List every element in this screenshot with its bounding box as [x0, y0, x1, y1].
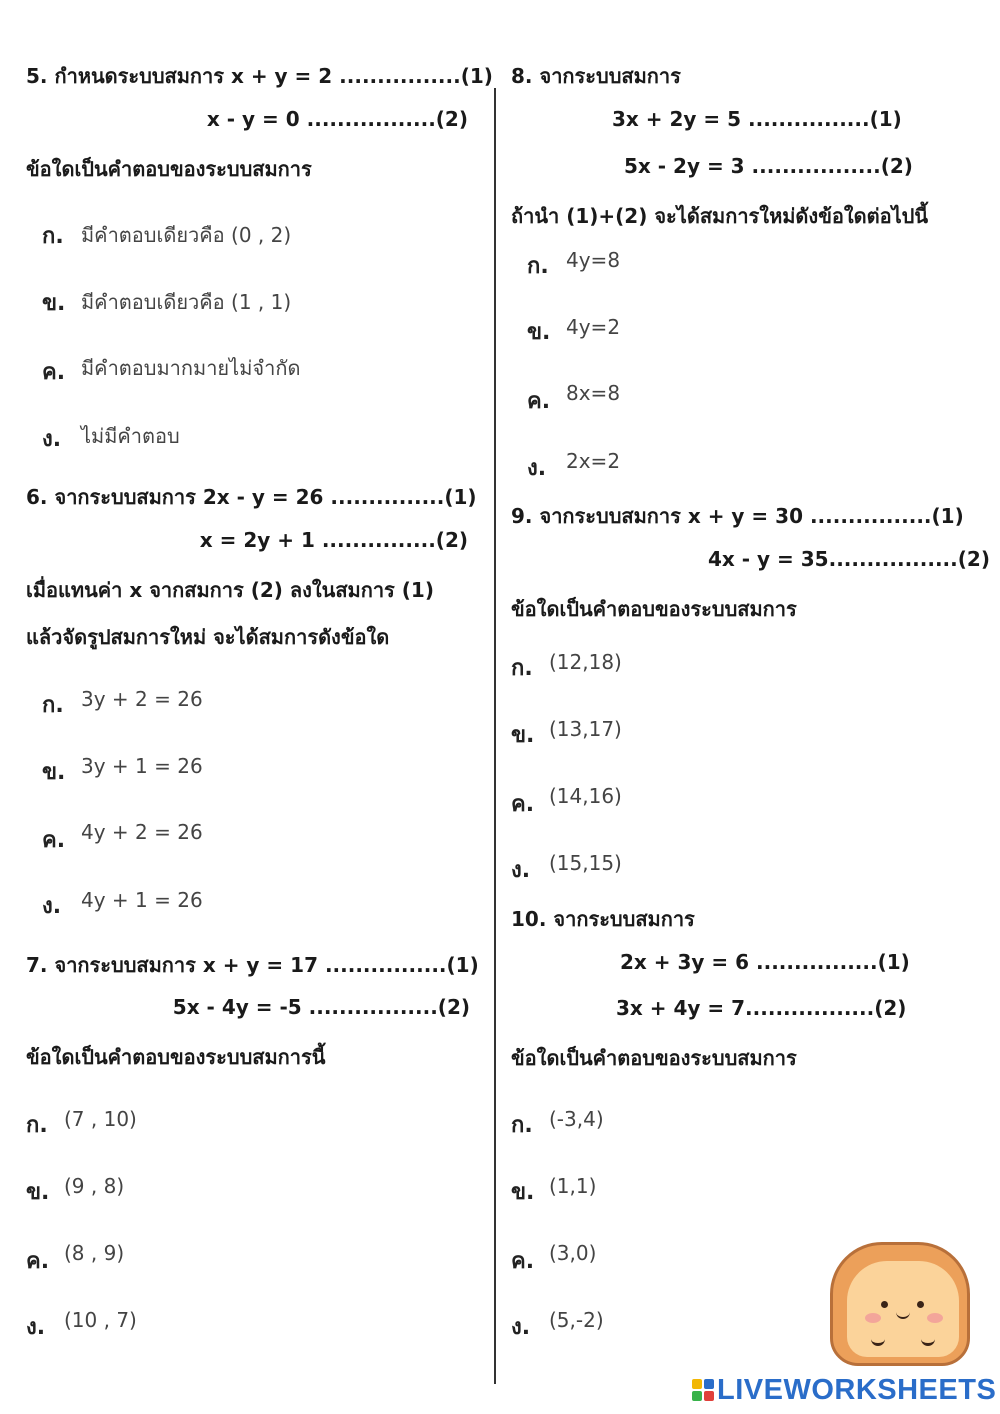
q9-option-b-label: ข. [511, 723, 535, 748]
q8-option-c-label: ค. [527, 389, 551, 414]
q8-option-a-label: ก. [527, 254, 549, 279]
q5-option-d[interactable]: ไม่มีคำตอบ [81, 424, 180, 448]
q6-option-a-label: ก. [42, 693, 64, 718]
q6-option-c[interactable]: 4y + 2 = 26 [81, 820, 203, 844]
q6-option-b-label: ข. [42, 760, 66, 785]
q10-line2: 2x + 3y = 6 ................(1) [620, 950, 910, 974]
q7-option-d-label: ง. [26, 1315, 46, 1340]
q8-option-a[interactable]: 4y=8 [566, 248, 621, 272]
q7-option-c[interactable]: (8 , 9) [64, 1241, 125, 1265]
q6-option-a[interactable]: 3y + 2 = 26 [81, 687, 203, 711]
q5-line1: 5. กำหนดระบบสมการ x + y = 2 ................(1) [26, 64, 493, 88]
q8-line1: 8. จากระบบสมการ [511, 64, 681, 88]
q9-line2: 4x - y = 35.................(2) [708, 547, 990, 571]
q7-line2: 5x - 4y = -5 .................(2) [172, 995, 470, 1019]
column-divider [494, 88, 496, 1384]
q8-line2: 3x + 2y = 5 ................(1) [612, 107, 902, 131]
q5-option-a-label: ก. [42, 224, 64, 249]
q6-option-b[interactable]: 3y + 1 = 26 [81, 754, 203, 778]
toast-mascot-icon [826, 1242, 974, 1370]
q5-option-c-label: ค. [42, 360, 66, 385]
q8-line3: 5x - 2y = 3 .................(2) [624, 154, 913, 178]
q7-option-b-label: ข. [26, 1180, 50, 1205]
q8-prompt: ถ้านำ (1)+(2) จะได้สมการใหม่ดังข้อใดต่อไปนี้ [511, 204, 929, 228]
q9-prompt: ข้อใดเป็นคำตอบของระบบสมการ [511, 597, 797, 621]
q7-option-c-label: ค. [26, 1249, 50, 1274]
liveworksheets-logo-icon [692, 1379, 714, 1401]
q7-option-d[interactable]: (10 , 7) [64, 1308, 137, 1332]
q5-option-a[interactable]: มีคำตอบเดียวคือ (0 , 2) [81, 223, 292, 247]
q10-prompt: ข้อใดเป็นคำตอบของระบบสมการ [511, 1046, 797, 1070]
q10-option-a[interactable]: (-3,4) [549, 1107, 604, 1131]
q7-line1: 7. จากระบบสมการ x + y = 17 ................(1) [26, 953, 479, 977]
q6-option-d[interactable]: 4y + 1 = 26 [81, 888, 203, 912]
q5-prompt: ข้อใดเป็นคำตอบของระบบสมการ [26, 157, 312, 181]
q9-option-a[interactable]: (12,18) [549, 650, 622, 674]
q9-option-b[interactable]: (13,17) [549, 717, 622, 741]
q9-option-c-label: ค. [511, 792, 535, 817]
q8-option-d[interactable]: 2x=2 [566, 449, 621, 473]
q6-option-c-label: ค. [42, 828, 66, 853]
q5-option-b[interactable]: มีคำตอบเดียวคือ (1 , 1) [81, 290, 292, 314]
q8-option-b-label: ข. [527, 320, 551, 345]
q8-option-d-label: ง. [527, 456, 547, 481]
q6-prompt-2: แล้วจัดรูปสมการใหม่ จะได้สมการดังข้อใด [26, 625, 390, 649]
q9-option-d-label: ง. [511, 858, 531, 883]
q5-option-b-label: ข. [42, 291, 66, 316]
q9-line1: 9. จากระบบสมการ x + y = 30 ................(1) [511, 504, 964, 528]
q7-option-b[interactable]: (9 , 8) [64, 1174, 125, 1198]
q8-option-b[interactable]: 4y=2 [566, 315, 621, 339]
q9-option-c[interactable]: (14,16) [549, 784, 622, 808]
q9-option-d[interactable]: (15,15) [549, 851, 622, 875]
q10-option-d-label: ง. [511, 1315, 531, 1340]
q10-option-b[interactable]: (1,1) [549, 1174, 597, 1198]
q10-line1: 10. จากระบบสมการ [511, 907, 695, 931]
q7-option-a[interactable]: (7 , 10) [64, 1107, 137, 1131]
q5-option-d-label: ง. [42, 427, 62, 452]
q10-option-a-label: ก. [511, 1113, 533, 1138]
q10-option-d[interactable]: (5,-2) [549, 1308, 604, 1332]
q10-option-b-label: ข. [511, 1180, 535, 1205]
q7-option-a-label: ก. [26, 1113, 48, 1138]
q6-option-d-label: ง. [42, 894, 62, 919]
liveworksheets-watermark [692, 1374, 996, 1406]
q9-option-a-label: ก. [511, 656, 533, 681]
q5-line2: x - y = 0 .................(2) [206, 107, 468, 131]
q5-option-c[interactable]: มีคำตอบมากมายไม่จำกัด [81, 356, 301, 380]
q7-prompt: ข้อใดเป็นคำตอบของระบบสมการนี้ [26, 1045, 326, 1069]
q6-prompt-1: เมื่อแทนค่า x จากสมการ (2) ลงในสมการ (1) [26, 578, 434, 602]
q8-option-c[interactable]: 8x=8 [566, 381, 621, 405]
q10-option-c[interactable]: (3,0) [549, 1241, 597, 1265]
liveworksheets-text: LIVEWORKSHEETS [717, 1373, 997, 1406]
q6-line1: 6. จากระบบสมการ 2x - y = 26 ...............(1) [26, 485, 477, 509]
q10-line3: 3x + 4y = 7.................(2) [616, 996, 907, 1020]
q6-line2: x = 2y + 1 ...............(2) [199, 528, 468, 552]
q10-option-c-label: ค. [511, 1249, 535, 1274]
